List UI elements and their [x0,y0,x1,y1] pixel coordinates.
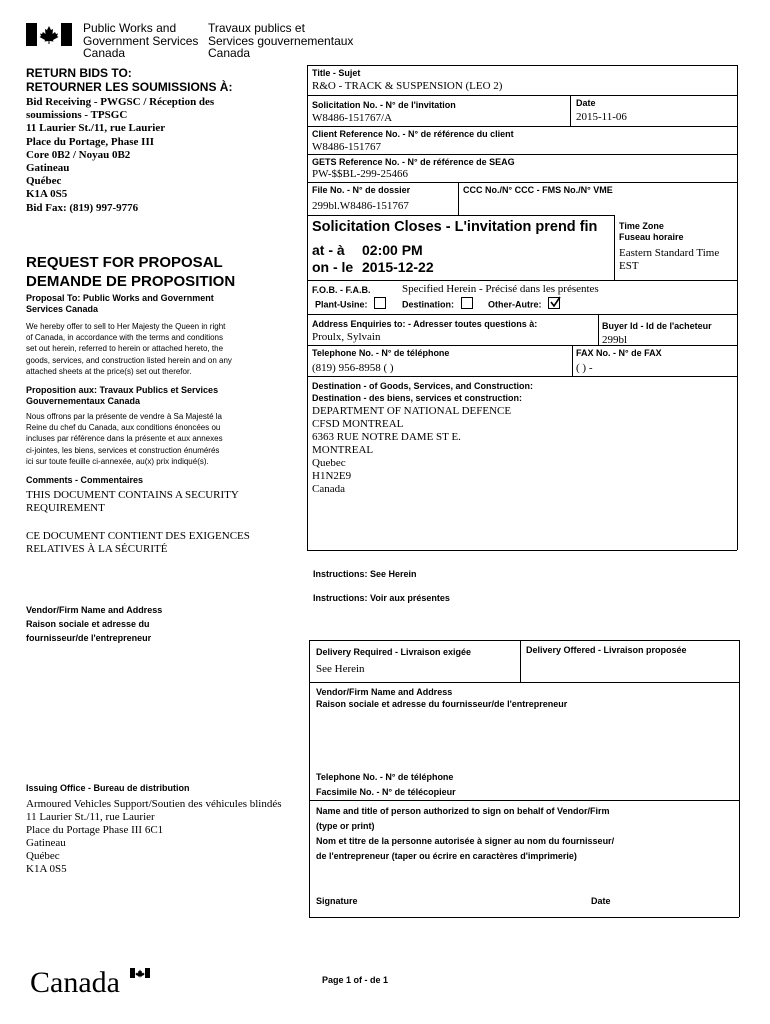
comments-en: THIS DOCUMENT CONTAINS A SECURITY REQUIREMENT [26,489,239,514]
instructions-en: Instructions: See Herein [313,569,417,579]
canada-wordmark-text: Canada [30,966,120,999]
authorized-person-field[interactable] [312,864,736,890]
file-number-label: File No. - N° de dossier [312,185,411,195]
address-enquiries-label: Address Enquiries to: - Adresser toutes questions à: [312,319,538,329]
destination-option-label [402,299,473,311]
title-label: Title - Sujet [312,68,361,78]
comments-fr: CE DOCUMENT CONTIENT DES EXIGENCES RELATIVES À LA SÉCURITÉ [26,530,250,555]
vendor-name-label: Vendor/Firm Name and Address Raison sociale et adresse du fournisseur/de l'entrepreneur [316,687,568,709]
closes-at-label: at - à [312,242,345,258]
other-checkbox[interactable] [548,297,560,309]
fob-value: Specified Herein - Précisé dans les présentes [402,283,599,295]
other-option-text: Other-Autre: [488,299,542,310]
client-reference-value: W8486-151767 [312,141,382,153]
issuing-office-address: Armoured Vehicles Support/Soutien des véhicules blindés 11 Laurier St./11, rue Laurier Place du Portage Phase III 6C1 Gatineau Québec K1A 0S5 [26,798,282,875]
vendor-name-label-left: Vendor/Firm Name and Address Raison sociale et adresse du fournisseur/de l'entrepreneur [26,605,163,643]
other-option-label [488,299,560,311]
date-value: 2015-11-06 [576,111,627,123]
file-number-value: 299bl.W8486-151767 [312,200,409,212]
page-number: Page 1 of - de 1 [322,975,389,985]
issuing-office-label: Issuing Office - Bureau de distribution [26,783,190,793]
form-right-border [737,65,738,550]
delivery-required-value: See Herein [316,663,365,675]
proposition-label: Proposition aux: Travaux Publics et Services Gouvernementaux Canada [26,385,219,406]
form-left-border [307,65,308,550]
return-bids-title: RETURN BIDS TO: RETOURNER LES SOUMISSIONS À: [26,66,233,94]
rfp-title: REQUEST FOR PROPOSAL DEMANDE DE PROPOSITION [26,254,236,290]
vendor-name-field[interactable] [312,712,736,768]
time-zone-label: Time Zone Fuseau horaire [619,221,684,242]
ccc-number-label: CCC No./N° CCC - FMS No./N° VME [463,185,613,195]
title-value: R&O - TRACK & SUSPENSION (LEO 2) [312,80,503,92]
destination-checkbox[interactable] [461,297,473,309]
instructions-fr: Instructions: Voir aux présentes [313,593,450,603]
return-bids-address: Bid Receiving - PWGSC / Réception des soumissions - TPSGC 11 Laurier St./11, rue Laurier Place du Portage, Phase III Core 0B2 / Noyau 0B2 Gatineau Québec K1A 0S5 Bid Fax: (819) 997-9776 [26,96,215,214]
closes-time: 02:00 PM [362,242,423,258]
authorized-person-label: Name and title of person authorized to sign on behalf of Vendor/Firm (type or print) Nom et titre de la personne autorisée à signer au nom du fournisseur/ de l'entrepreneur (taper ou écrire en caractères d'imprimerie) [316,806,615,861]
plant-usine-checkbox[interactable] [374,297,386,309]
comments-label: Comments - Commentaires [26,475,144,485]
vendor-telephone-label: Telephone No. - N° de téléphone [316,772,454,782]
buyer-id-value: 299bl [602,334,628,346]
address-enquiries-value: Proulx, Sylvain [312,331,381,343]
closes-on-label: on - le [312,259,354,275]
plant-usine-label [315,299,386,311]
vendor-facsimile-label: Facsimile No. - N° de télécopieur [316,787,456,797]
fax-label: FAX No. - N° de FAX [576,348,662,358]
proposition-text: Nous offrons par la présente de vendre à Sa Majesté la Reine du chef du Canada, aux conditions énoncées ou incluses par référence dans la présente et aux annexes ci-jointes, les biens, services et construction énumérés ici sur toute feuille ci-annexée, au(x) prix indiqué(s). [26,412,223,466]
destination-option-text: Destination: [402,299,455,310]
solicitation-number-label: Solicitation No. - N° de l'invitation [312,100,456,110]
client-reference-label: Client Reference No. - N° de référence du client [312,129,514,139]
closes-date: 2015-12-22 [362,259,434,275]
fob-label: F.O.B. - F.A.B. [312,285,371,295]
buyer-id-label: Buyer Id - Id de l'acheteur [602,321,712,331]
date-label: Date [576,98,596,108]
department-name-fr: Travaux publics et Services gouvernementaux Canada [208,21,354,60]
plant-usine-text: Plant-Usine: [315,299,368,310]
department-name-en: Public Works and Government Services Canada [83,21,199,60]
telephone-label: Telephone No. - N° de téléphone [312,348,450,358]
destination-address: DEPARTMENT OF NATIONAL DEFENCE CFSD MONTREAL 6363 RUE NOTRE DAME ST E. MONTREAL Quebec H1N2E9 Canada [312,405,512,495]
solicitation-closes-title: Solicitation Closes - L'invitation prend fin [312,219,598,235]
proposal-to-text: We hereby offer to sell to Her Majesty the Queen in right of Canada, in accordance with the terms and conditions set out herein, referred to herein or attached hereto, the goods, services, and construction listed herein and on any attached sheets at the price(s) set out therefor. [26,322,232,376]
flag-icon [130,968,150,978]
canada-flag-logo [26,23,72,46]
solicitation-number-value: W8486-151767/A [312,112,393,124]
signature-date-label: Date [591,896,611,906]
delivery-offered-label: Delivery Offered - Livraison proposée [526,645,687,655]
telephone-value: (819) 956-8958 ( ) [312,362,394,374]
delivery-required-label: Delivery Required - Livraison exigée [316,647,472,657]
destination-label: Destination - of Goods, Services, and Construction: Destination - des biens, services et construction: [312,381,534,403]
gets-reference-value: PW-$$BL-299-25466 [312,168,408,180]
delivery-offered-field[interactable] [522,658,736,680]
checkmark-icon [549,296,561,308]
fax-value: ( ) - [576,362,593,374]
proposal-to-label: Proposal To: Public Works and Government Services Canada [26,293,214,314]
time-zone-value: Eastern Standard Time EST [619,247,720,272]
signature-label: Signature [316,896,358,906]
gets-reference-label: GETS Reference No. - N° de référence de SEAG [312,157,515,167]
canada-wordmark [30,966,120,1000]
